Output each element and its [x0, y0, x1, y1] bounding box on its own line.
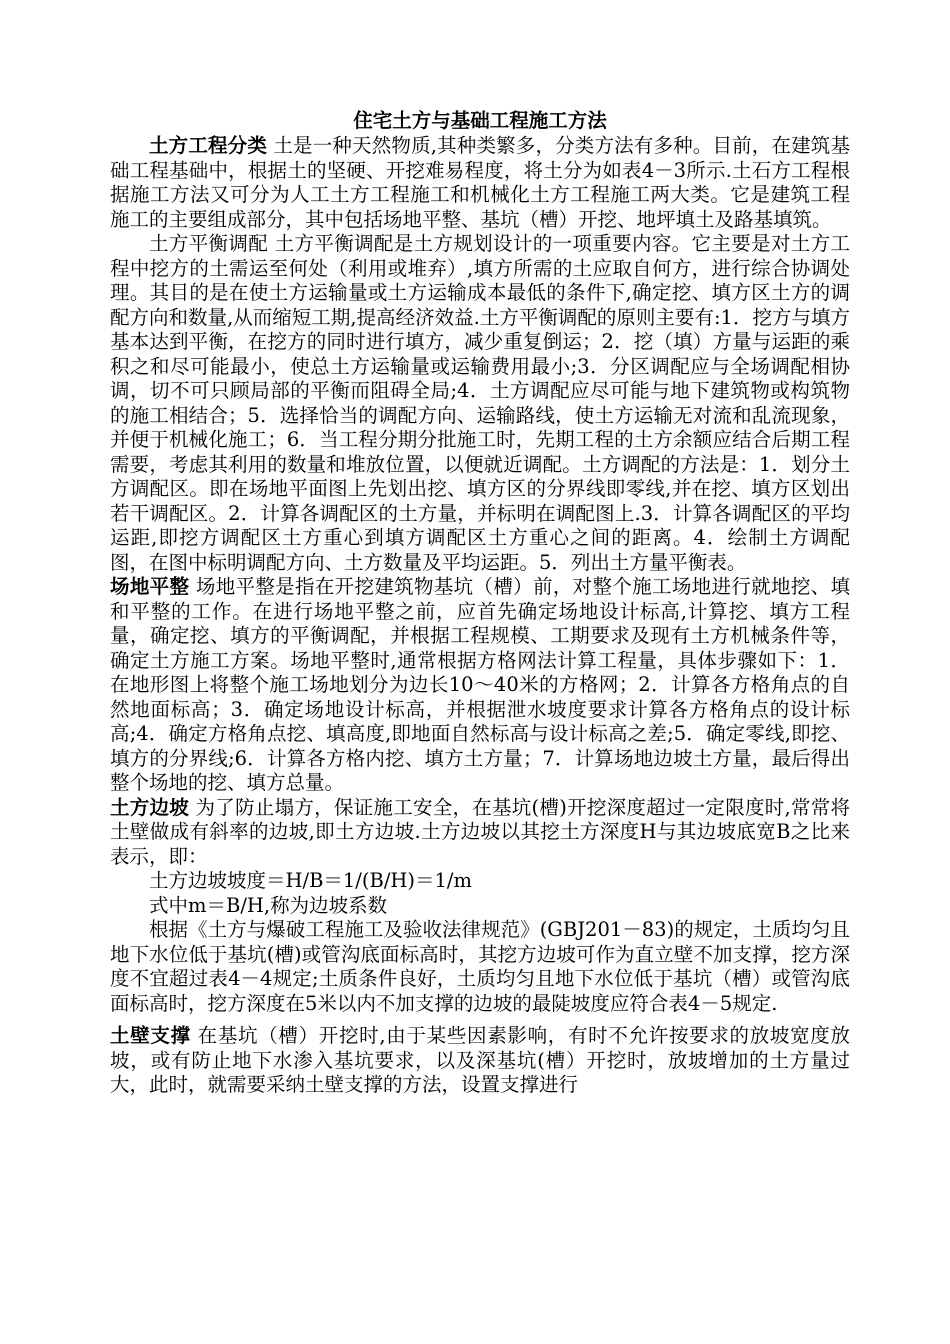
paragraph-site-leveling — [110, 575, 850, 796]
text-soil-classification: 土是一种天然物质,其种类繁多，分类方法有多种。目前，在建筑基础工程基础中，根据土的坚硬、开挖难易程度，将土分为如表4－3所示.土石方工程根据施工方法又可分为人工土方工程施工和机械化土方工程施工两大类。它是建筑工程施工的主要组成部分，其中包括场地平整、基坑（槽）开挖、地坪填土及路基填筑。 — [110, 134, 850, 231]
paragraph-soil-classification — [110, 134, 850, 232]
document-page — [110, 108, 850, 1098]
paragraph-earthwork-balance — [110, 232, 850, 575]
text-site-leveling: 场地平整是指在开挖建筑物基坑（槽）前，对整个施工场地进行就地挖、填和平整的工作。在进行场地平整之前，应首先确定场地设计标高,计算挖、填方工程量，确定挖、填方的平衡调配，并根据工程规模、工期要求及现有土方机械条件等，确定土方施工方案。场地平整时,通常根据方格网法计算工程量，具体步骤如下：1．在地形图上将整个施工场地划分为边长10～40米的方格网；2．计算各方格角点的自然地面标高；3．确定场地设计标高，并根据泄水坡度要求计算各方格角点的设计标高;4．确定方格角点挖、填高度,即地面自然标高与设计标高之差;5．确定零线,即挖、填方的分界线;6．计算各方格内挖、填方土方量；7．计算场地边坡土方量，最后得出整个场地的挖、填方总量。 — [110, 575, 850, 794]
formula-slope-coefficient: 式中m＝B/H,称为边坡系数 — [149, 893, 388, 917]
paragraph-regulation: 根据《土方与爆破工程施工及验收法律规范》(GBJ201－83)的规定，土质均匀且地下水位低于基坑(槽)或管沟底面标高时，其挖方边坡可作为直立壁不加支撑，挖方深度不宜超过表4－4规定;土质条件良好，土质均匀且地下水位低于基坑（槽）或管沟底面标高时，挖方深度在5米以内不加支撑的边坡的最陡坡度应符合表4－5规定. — [110, 918, 850, 1015]
text-earthwork-slope: 为了防止塌方，保证施工安全，在基坑(槽)开挖深度超过一定限度时,常常将土壁做成有斜率的边坡,即土方边坡.土方边坡以其挖土方深度H与其边坡底宽B之比来表示，即： — [110, 795, 850, 868]
heading-soil-classification: 土方工程分类 — [149, 134, 268, 157]
formula-slope-ratio: 土方边坡坡度＝H/B＝1/(B/H)＝1/m — [149, 869, 472, 892]
document-title: 住宅土方与基础工程施工方法 — [353, 109, 607, 132]
heading-soil-wall-support: 土壁支撑 — [110, 1024, 191, 1047]
paragraph-earthwork-slope — [110, 796, 850, 870]
heading-earthwork-slope: 土方边坡 — [110, 795, 190, 819]
text-soil-wall-support: 在基坑（槽）开挖时,由于某些因素影响，有时不允许按要求的放坡宽度放坡，或有防止地下水渗入基坑要求，以及深基坑(槽）开挖时，放坡增加的土方量过大，此时，就需要采纳土壁支撑的方法，设置支撑进行 — [110, 1024, 850, 1096]
paragraph-soil-wall-support — [110, 1024, 850, 1098]
heading-site-leveling: 场地平整 — [110, 575, 190, 598]
text-earthwork-balance: 土方平衡调配 土方平衡调配是土方规划设计的一项重要内容。它主要是对土方工程中挖方的土需运至何处（利用或堆弃）,填方所需的土应取自何方，进行综合协调处理。其目的是在使土方运输量或土方运输成本最低的条件下,确定挖、填方区土方的调配方向和数量,从而缩短工期,提高经济效益.土方平衡调配的原则主要有:1．挖方与填方基本达到平衡，在挖方的同时进行填方，减少重复倒运；2．挖（填）方量与运距的乘积之和尽可能最小，使总土方运输量或运输费用最小;3．分区调配应与全场调配相协调，切不可只顾局部的平衡而阻碍全局;4．土方调配应尽可能与地下建筑物或构筑物的施工相结合；5．选择恰当的调配方向、运输路线，使土方运输无对流和乱流现象，并便于机械化施工；6．当工程分期分批施工时，先期工程的土方余额应结合后期工程需要，考虑其利用的数量和堆放位置，以便就近调配。土方调配的方法是：1．划分土方调配区。即在场地平面图上先划出挖、填方区的分界线即零线,并在挖、填方区划出若干调配区。2．计算各调配区的土方量，并标明在调配图上.3．计算各调配区的平均运距,即挖方调配区土方重心到填方调配区土方重心之间的距离。4．绘制土方调配图，在图中标明调配方向、土方数量及平均运距。5．列出土方量平衡表。 — [110, 232, 850, 574]
